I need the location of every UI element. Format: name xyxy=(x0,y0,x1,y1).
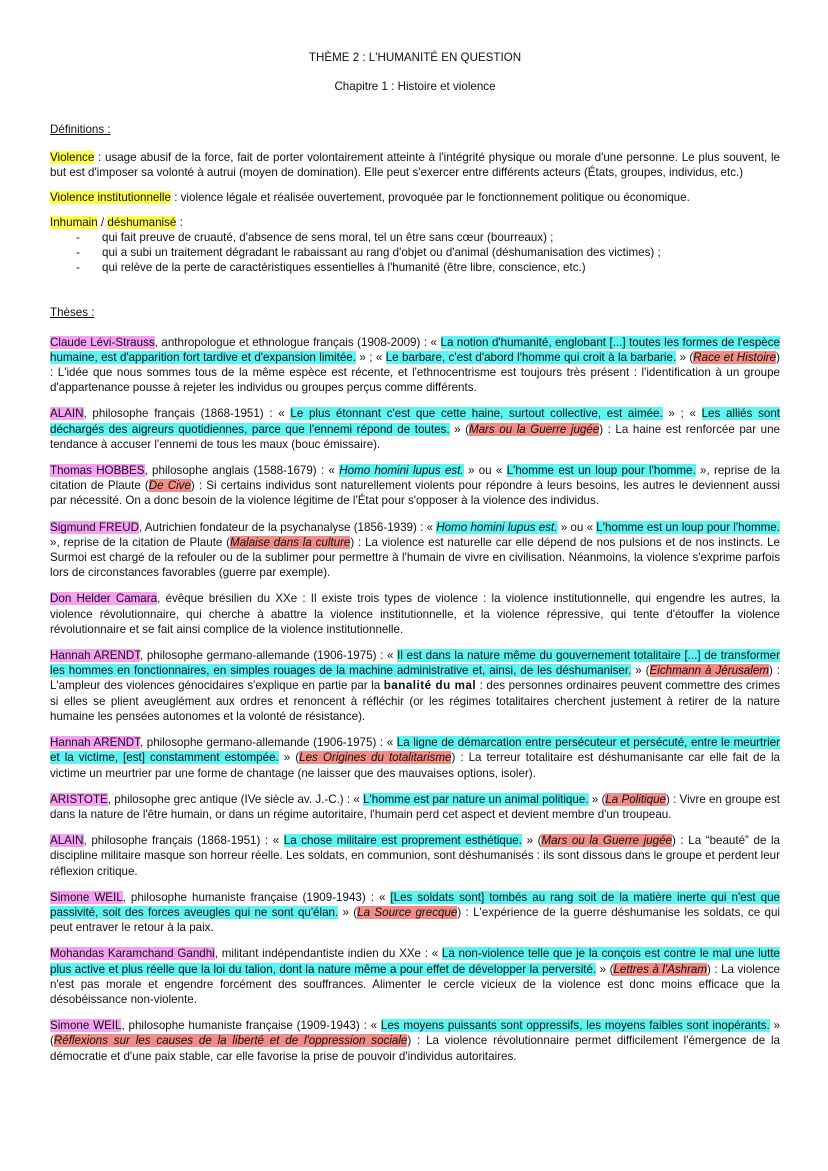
text: , philosophe français (1868-1951) : « xyxy=(83,407,291,421)
author-name: Simone WEIL xyxy=(50,890,123,904)
text: , philosophe germano-allemande (1906-1975) : « xyxy=(139,736,397,750)
term: déshumanisé xyxy=(107,216,177,230)
author-name: Don Helder Camara xyxy=(50,592,158,606)
quote: Il est dans la nature même du gouvernement totalitaire [...] de transformer les hommes en fonctionnaires, en simples rouages de la machine administrative et, ainsi, de les déshumaniser. xyxy=(50,649,780,678)
quote: Le plus étonnant c'est que cette haine, surtout collective, est aimée. xyxy=(290,407,663,421)
text: » ; « xyxy=(662,407,702,421)
author-name: ALAIN xyxy=(50,834,84,848)
text: ) : L'expérience de la guerre déshumanise les soldats, ce qui peut entraver le retour à la paix. xyxy=(50,905,780,935)
text: » ( xyxy=(338,905,358,919)
text: : des personnes ordinaires peuvent commettre des crimes si elles se plient aveuglément aux ordres et renoncent à réfléchir (or les régimes totalitaires cherchent justement à retirer de la nature humaine les pensées autonomes et la volonté de résistance). xyxy=(50,679,780,723)
quote: La chose militaire est proprement esthétique. xyxy=(283,834,522,848)
separator: / xyxy=(97,216,108,230)
definitions-heading: Définitions : xyxy=(50,123,111,137)
quote: Homo homini lupus est. xyxy=(436,520,558,534)
key-concept: banalité du mal xyxy=(383,679,477,693)
definition-violence-institutionnelle xyxy=(50,190,780,205)
thesis-paragraph xyxy=(50,735,780,781)
text: ) : La violence n'est pas morale et engendre forcément des souffrances. Alimenter le cercle vicieux de la violence est donc moins efficace que la désobéissance non-violente. xyxy=(50,962,780,1006)
text: » ( xyxy=(50,1019,781,1048)
thesis-paragraph xyxy=(50,520,780,581)
thesis-paragraph xyxy=(50,591,780,637)
text: » ( xyxy=(521,834,542,848)
text: » ( xyxy=(278,751,300,765)
author-name: Thomas HOBBES xyxy=(50,464,145,478)
thesis-paragraph xyxy=(50,1018,780,1064)
thesis-paragraph xyxy=(50,792,780,822)
quote: L'homme est un loup pour l'homme. xyxy=(506,464,696,478)
author-name: Mohandas Karamchand Gandhi xyxy=(50,947,215,961)
work-title: Mars ou la Guerre jugée xyxy=(541,834,672,848)
text: » ( xyxy=(676,350,694,364)
text: , philosophe germano-allemande (1906-1975) : « xyxy=(140,649,398,663)
author-name: Simone WEIL xyxy=(50,1019,122,1033)
work-title: Les Origines du totalitarisme xyxy=(299,751,452,765)
text: ) : Si certains individus sont naturellement violents pour répondre à leurs besoins, les autres le deviennent aussi par nécessité. On a donc besoin de la violence légitime de l'État pour s'opposer à la violence des individus. xyxy=(50,479,780,508)
text: ) : La violence est naturelle car elle dépend de nos pulsions et de nos instincts. Le Surmoi est chargé de la refouler ou de la sublimer pour permettre à l'humain de vivre en civilisation. Néanmoins, la violence s'exprime parfois lors de circonstances favorables (guerre par exemple). xyxy=(50,535,780,580)
thesis-paragraph xyxy=(50,463,780,509)
term: Violence xyxy=(50,150,95,164)
work-title: Lettres à l'Ashram xyxy=(613,962,708,976)
quote: Les moyens puissants sont oppressifs, les moyens faibles sont inopérants. xyxy=(380,1019,770,1033)
work-title: Mars ou la Guerre jugée xyxy=(468,422,600,436)
work-title: Eichmann à Jérusalem xyxy=(649,664,769,678)
work-title: Race et Histoire xyxy=(693,350,777,364)
text: , militant indépendantiste indien du XXe : « xyxy=(214,947,442,961)
theses-heading: Thèses : xyxy=(50,306,95,320)
text: , philosophe humaniste française (1909-1943) : « xyxy=(121,1019,381,1033)
colon: : xyxy=(176,216,183,230)
quote: La non-violence telle que je la conçois est contre le mal une lutte plus active et plus réelle que la loi du talion, dont la nature même a pour effet de développer la perversité. xyxy=(50,947,780,976)
author-name: Hannah ARENDT xyxy=(50,736,140,750)
author-name: Claude Lévi-Strauss xyxy=(50,335,155,349)
thesis-paragraph xyxy=(50,890,780,936)
text: ) : Vivre en groupe est dans la nature de l'être humain, or dans un régime autoritaire, l'humain perd cet aspect et devient membre d'un troupeau. xyxy=(50,792,780,821)
quote: L'homme est par nature un animal politique. xyxy=(363,792,589,806)
text: » ( xyxy=(596,962,614,976)
text: , philosophe français (1868-1951) : « xyxy=(83,834,284,848)
text: ) : La violence révolutionnaire permet difficilement l'émergence de la démocratie et d'une paix stable, car elle favorise la prise de pouvoir d'individus autoritaires. xyxy=(50,1034,780,1063)
thesis-paragraph xyxy=(50,335,780,396)
definition-inhumain xyxy=(50,215,780,230)
chapter-title: Chapitre 1 : Histoire et violence xyxy=(334,80,496,94)
text: », reprise de la citation de Plaute ( xyxy=(50,464,780,493)
definition-violence xyxy=(50,150,780,180)
text: , philosophe grec antique (IVe siècle av. J.-C.) : « xyxy=(107,792,364,806)
list-item: - qui relève de la perte de caractéristiques essentielles à l'humanité (être libre, conscience, etc.) xyxy=(50,260,780,275)
list-item: - qui fait preuve de cruauté, d'absence de sens moral, tel un être sans cœur (bourreaux) ; xyxy=(50,230,780,245)
author-name: Hannah ARENDT xyxy=(50,649,140,663)
term: Inhumain xyxy=(50,216,98,230)
text: , anthropologue et ethnologue français (1908-2009) : « xyxy=(154,335,441,349)
quote: [Les soldats sont] tombés au rang soit de la matière inerte qui n'est que passivité, soit des forces aveugles qui ne sont qu'élan. xyxy=(50,890,780,919)
work-title: La Politique xyxy=(605,792,666,806)
text: » ou « xyxy=(557,520,597,534)
text: , évêque brésilien du XXe : Il existe trois types de violence : la violence institutionnelle, qui engendre les autres, la violence révolutionnaire, qui cherche à abattre la violence institutionnelle, et la violence répressive, qui tente d'étouffer la violence révolutionnaire et se fait ainsi complice de la violence institutionnelle. xyxy=(50,592,780,636)
quote: L'homme est un loup pour l'homme. xyxy=(596,520,780,534)
text: » ( xyxy=(588,792,606,806)
thesis-paragraph xyxy=(50,648,780,724)
thesis-paragraph xyxy=(50,946,780,1007)
quote: Le barbare, c'est d'abord l'homme qui croit à la barbarie. xyxy=(385,350,677,364)
page-title: THÈME 2 : L'HUMANITÉ EN QUESTION xyxy=(308,51,522,64)
work-title: De Cive xyxy=(148,479,191,493)
definition-text: : violence légale et réalisée ouvertement, provoquée par le fonctionnement politique ou économique. xyxy=(170,191,690,205)
work-title: La Source grecque xyxy=(357,905,458,919)
definition-text: : usage abusif de la force, fait de porter volontairement atteinte à l'intégrité physique ou morale d'une personne. Le plus souvent, le but est d'imposer sa volonté à autrui (moyen de domination). Elle peut s'exercer entre différents acteurs (États, groupes, individus, etc.) xyxy=(50,150,780,179)
quote: La notion d'humanité, englobant [...] toutes les formes de l'espèce humaine, est d'apparition fort tardive et d'expansion limitée. xyxy=(50,335,780,364)
text: , Autrichien fondateur de la psychanalyse (1856-1939) : « xyxy=(138,520,437,534)
text: » ou « xyxy=(463,464,507,478)
text: , philosophe anglais (1588-1679) : « xyxy=(144,464,340,478)
text: , philosophe humaniste française (1909-1943) : « xyxy=(122,890,391,904)
author-name: ALAIN xyxy=(50,407,84,421)
text: » ( xyxy=(631,664,650,678)
quote: La ligne de démarcation entre persécuteur et persécuté, entre le meurtrier et la victime, [est] constamment estompée. xyxy=(50,736,780,765)
text: ) : L'idée que nous sommes tous de la même espèce est récente, et l'ethnocentrisme est toujours très présent : l'identification à un groupe d'appartenance pousse à rejeter les individus ou groupes perçus comme différents. xyxy=(50,350,780,395)
thesis-paragraph xyxy=(50,833,780,879)
work-title: Réflexions sur les causes de la liberté et de l'oppression sociale xyxy=(53,1034,408,1048)
text: », reprise de la citation de Plaute ( xyxy=(50,535,231,549)
text: ) : L'ampleur des violences génocidaires s'explique en partie par la xyxy=(50,664,780,693)
text: » ; « xyxy=(355,350,386,364)
author-name: Sigmund FREUD xyxy=(50,520,139,534)
author-name: ARISTOTE xyxy=(50,792,108,806)
text: ) : La haine est renforcée par une tendance à accuser l'ennemi de tous les maux (bouc émissaire). xyxy=(50,422,780,451)
thesis-paragraph xyxy=(50,406,780,452)
text: ) : La “beauté” de la discipline militaire masque son horreur réelle. Les soldats, en communion, sont déshumanisés : ils sont dissous dans le groupe et perdent leur réflexion critique. xyxy=(50,834,781,878)
text: ) : La terreur totalitaire est déshumanisante car elle fait de la victime un meurtrier par une forme de chantage (ne laisser que des mauvaises options, isoler). xyxy=(50,751,780,780)
text: » ( xyxy=(449,422,469,436)
work-title: Malaise dans la culture xyxy=(230,535,351,549)
list-item: - qui a subi un traitement dégradant le rabaissant au rang d'objet ou d'animal (déshumanisation des victimes) ; xyxy=(50,245,780,260)
quote: Les alliés sont déchargés des aigreurs quotidiennes, parce que l'ennemi répond de toutes. xyxy=(50,407,780,436)
definition-list xyxy=(50,230,780,275)
quote: Homo homini lupus est. xyxy=(339,464,464,478)
theses-list xyxy=(50,335,780,1064)
term: Violence institutionnelle xyxy=(50,191,171,205)
